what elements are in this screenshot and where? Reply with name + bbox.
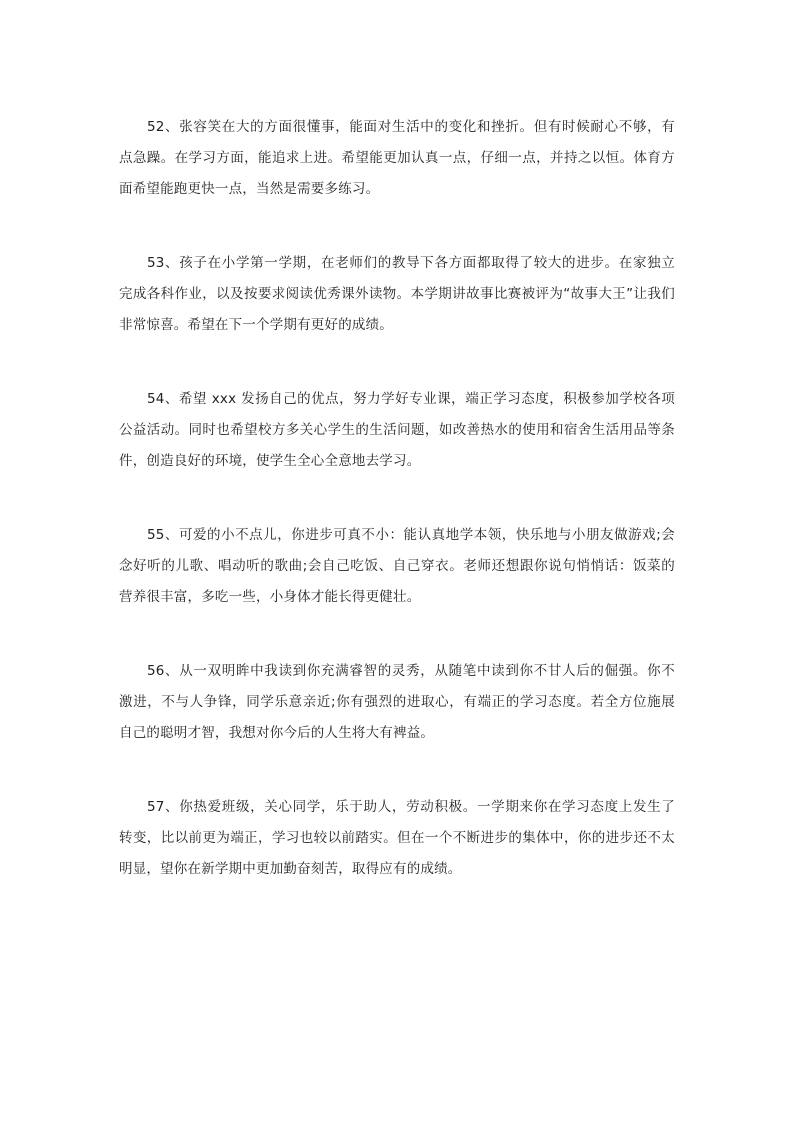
comment-paragraph-56 <box>119 656 675 749</box>
paragraph-line: 面希望能跑更快一点，当然是需要多练习。 <box>119 181 380 197</box>
comment-paragraph-54 <box>119 384 675 477</box>
comment-paragraph-52 <box>119 112 675 205</box>
paragraph-line: 明显，望你在新学期中更加勤奋刻苦，取得应有的成绩。 <box>119 861 462 877</box>
document-body <box>119 112 675 928</box>
paragraph-line: 54、希望 xxx 发扬自己的优点，努力学好专业课，端正学习态度，积极参加学校各项 <box>147 391 675 407</box>
comment-paragraph-57 <box>119 792 675 885</box>
paragraph-line: 营养很丰富，多吃一些，小身体才能长得更健壮。 <box>119 589 421 605</box>
paragraph-line: 55、可爱的小不点儿，你进步可真不小：能认真地学本领，快乐地与小朋友做游戏;会 <box>147 527 675 543</box>
paragraph-line: 53、孩子在小学第一学期，在老师们的教导下各方面都取得了较大的进步。在家独立 <box>147 255 675 271</box>
comment-paragraph-53 <box>119 248 675 341</box>
paragraph-line: 点急躁。在学习方面，能追求上进。希望能更加认真一点，仔细一点，并持之以恒。体育方 <box>119 150 675 166</box>
paragraph-line: 52、张容笑在大的方面很懂事，能面对生活中的变化和挫折。但有时候耐心不够，有 <box>147 119 675 135</box>
paragraph-line: 转变，比以前更为端正，学习也较以前踏实。但在一个不断进步的集体中，你的进步还不太 <box>119 830 675 846</box>
paragraph-line: 57、你热爱班级，关心同学，乐于助人，劳动积极。一学期来你在学习态度上发生了 <box>147 799 675 815</box>
paragraph-line: 念好听的儿歌、唱动听的歌曲;会自己吃饭、自己穿衣。老师还想跟你说句悄悄话：饭菜的 <box>119 558 675 574</box>
paragraph-line: 非常惊喜。希望在下一个学期有更好的成绩。 <box>119 317 393 333</box>
paragraph-line: 公益活动。同时也希望校方多关心学生的生活问题，如改善热水的使用和宿舍生活用品等条 <box>119 422 675 438</box>
paragraph-line: 56、从一双明眸中我读到你充满睿智的灵秀，从随笔中读到你不甘人后的倔强。你不 <box>147 663 675 679</box>
paragraph-line: 激进，不与人争锋，同学乐意亲近;你有强烈的进取心，有端正的学习态度。若全方位施展 <box>119 694 675 710</box>
comment-paragraph-55 <box>119 520 675 613</box>
paragraph-line: 完成各科作业，以及按要求阅读优秀课外读物。本学期讲故事比赛被评为“故事大王”让我们 <box>119 286 675 302</box>
paragraph-line: 件，创造良好的环境，使学生全心全意地去学习。 <box>119 453 421 469</box>
paragraph-line: 自己的聪明才智，我想对你今后的人生将大有裨益。 <box>119 725 435 741</box>
